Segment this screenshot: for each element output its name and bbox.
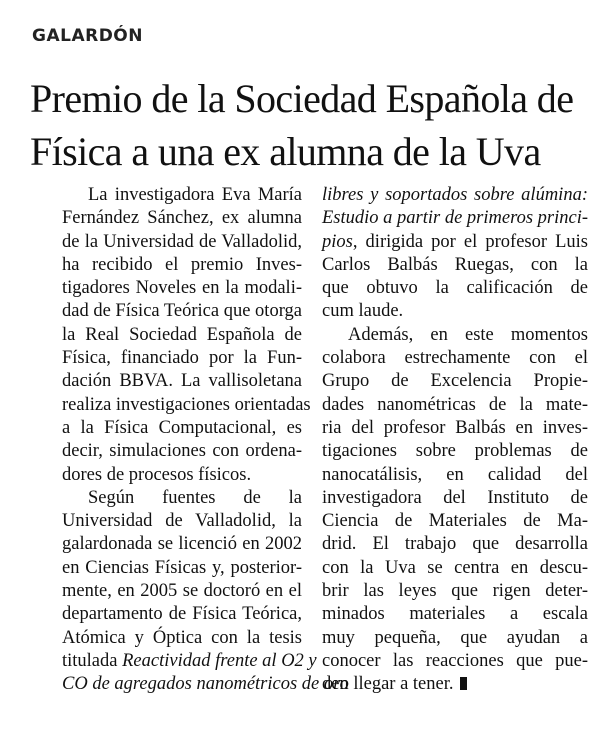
body-line: Fernández Sánchez, ex alumna bbox=[62, 208, 302, 229]
body-line: Carlos Balbás Ruegas, con la bbox=[322, 254, 588, 275]
body-line: investigadora del Instituto de bbox=[322, 487, 588, 508]
body-line: ha recibido el premio Inves- bbox=[62, 254, 302, 275]
body-line: Grupo de Excelencia Propie- bbox=[322, 371, 588, 392]
body-line: Según fuentes de la bbox=[88, 487, 302, 508]
body-line: decir, simulaciones con ordena- bbox=[62, 441, 302, 462]
thesis-title: CO de agregados nanométricos de oro bbox=[62, 674, 349, 695]
body-line: Atómica y Óptica con la tesis bbox=[62, 627, 302, 648]
thesis-title: pios bbox=[322, 231, 353, 252]
body-line: pios, dirigida por el profesor Luis bbox=[322, 231, 588, 252]
thesis-title: Reactividad frente al O2 y bbox=[122, 650, 317, 671]
section-label: GALARDÓN bbox=[32, 26, 143, 46]
body-line: Física, financiado por la Fun- bbox=[62, 348, 302, 369]
body-line: drid. El trabajo que desarrolla bbox=[322, 534, 588, 555]
article-column-right bbox=[322, 184, 588, 697]
body-line: en Ciencias Físicas y, posterior- bbox=[62, 557, 302, 578]
body-line: titulada Reactividad frente al O2 y bbox=[62, 650, 317, 671]
headline bbox=[30, 72, 590, 178]
body-line: a la Física Computacional, es bbox=[62, 417, 302, 438]
body-line: dores de procesos físicos. bbox=[62, 464, 252, 485]
body-line: mente, en 2005 se doctoró en el bbox=[62, 581, 302, 602]
body-line: Universidad de Valladolid, la bbox=[62, 511, 302, 532]
body-line: departamento de Física Teórica, bbox=[62, 604, 302, 625]
body-line: dad de Física Teórica que otorga bbox=[62, 301, 302, 322]
body-line: tigadores Noveles en la modali- bbox=[62, 278, 302, 299]
body-line bbox=[62, 673, 349, 696]
body-line: muy pequeña, que ayudan a bbox=[322, 627, 588, 648]
body-line: la Real Sociedad Española de bbox=[62, 324, 302, 345]
body-line: minados materiales a escala bbox=[322, 604, 588, 625]
body-line: cum laude. bbox=[322, 301, 404, 322]
body-line: Ciencia de Materiales de Ma- bbox=[322, 511, 588, 532]
thesis-title: Estudio a partir de primeros princi- bbox=[322, 208, 589, 229]
body-line: den llegar a tener. bbox=[322, 673, 588, 696]
body-line: dación BBVA. La vallisoletana bbox=[62, 371, 302, 392]
headline-line: Física a una ex alumna de la Uva bbox=[30, 129, 541, 174]
end-of-article-mark bbox=[460, 677, 467, 690]
thesis-title: libres y soportados sobre alúmina: bbox=[322, 185, 588, 205]
body-line: Además, en este momentos bbox=[348, 324, 588, 345]
headline-line: Premio de la Sociedad Española de bbox=[30, 76, 574, 121]
body-line: tigaciones sobre problemas de bbox=[322, 441, 588, 462]
body-line: colabora estrechamente con el bbox=[322, 348, 588, 369]
body-line: con la Uva se centra en descu- bbox=[322, 557, 588, 578]
body-line: brir las leyes que rigen deter- bbox=[322, 581, 588, 602]
body-line: nanocatálisis, en calidad del bbox=[322, 464, 588, 485]
body-line: de la Universidad de Valladolid, bbox=[62, 231, 302, 252]
body-line: galardonada se licenció en 2002 bbox=[62, 534, 302, 555]
body-line: realiza investigaciones orientadas bbox=[62, 394, 311, 415]
body-line: que obtuvo la calificación de bbox=[322, 278, 588, 299]
body-line bbox=[322, 207, 588, 230]
body-line: La investigadora Eva María bbox=[88, 185, 302, 205]
body-line: ria del profesor Balbás en inves- bbox=[322, 417, 588, 438]
body-line: dades nanométricas de la mate- bbox=[322, 394, 588, 415]
body-line bbox=[322, 184, 588, 207]
body-line: conocer las reacciones que pue- bbox=[322, 650, 588, 671]
